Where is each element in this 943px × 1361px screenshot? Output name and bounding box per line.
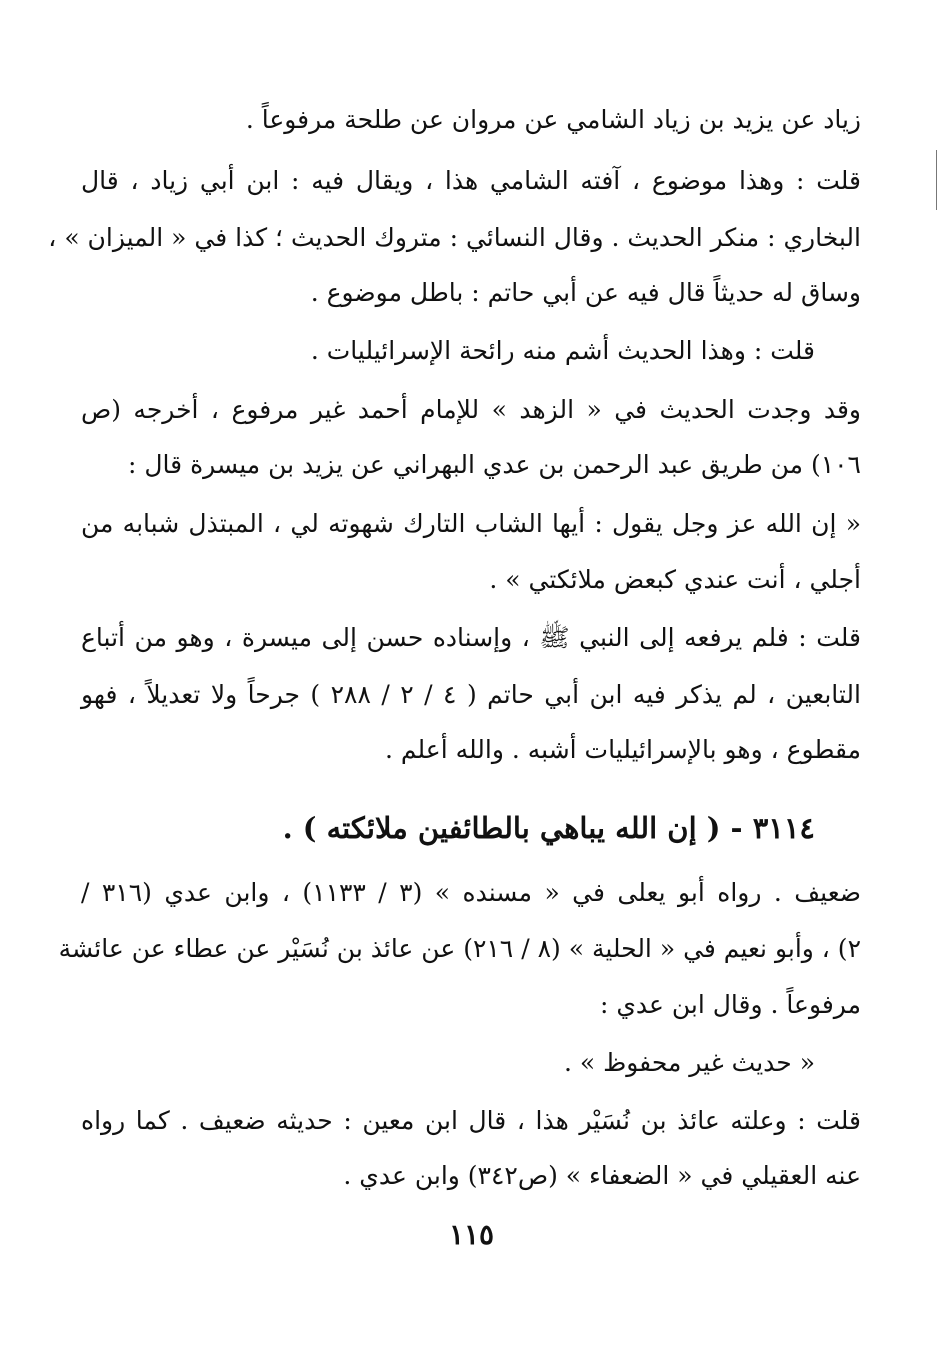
text-line-7: ١٠٦) من طريق عبد الرحمن بن عدي البهراني عن يزيد بن ميسرة قال : bbox=[128, 450, 861, 479]
page-number: ١١٥ bbox=[448, 1218, 495, 1251]
hadith-heading: ٣١١٤ - ( إن الله يباهي بالطائفين ملائكته ) . bbox=[282, 811, 815, 845]
text-line-9: أجلي ، أنت عندي كبعض ملائكتي » . bbox=[489, 565, 861, 594]
text-line-3: البخاري : منكر الحديث . وقال النسائي : متروك الحديث ؛ كذا في « الميزان » ، bbox=[48, 223, 861, 252]
text-line-4: وساق له حديثاً قال فيه عن أبي حاتم : باطل موضوع . bbox=[310, 278, 861, 307]
text-line-10: قلت : فلم يرفعه إلى النبي ﷺ ، وإسناده حسن إلى ميسرة ، وهو من أتباع bbox=[81, 623, 861, 652]
text-line-5: قلت : وهذا الحديث أشم منه رائحة الإسرائيليات . bbox=[310, 336, 815, 365]
text-line-17: قلت : وعلته عائذ بن نُسَيْر هذا ، قال ابن معين : حديثه ضعيف . كما رواه bbox=[81, 1106, 861, 1135]
text-line-6: وقد وجدت الحديث في « الزهد » للإمام أحمد غير مرفوع ، أخرجه (ص bbox=[81, 395, 861, 424]
text-line-8: « إن الله عز وجل يقول : أيها الشاب التارك شهوته لي ، المبتذل شبابه من bbox=[81, 509, 861, 538]
text-line-13: ضعيف . رواه أبو يعلى في « مسنده » (٣ / ١١٣٣) ، وابن عدي (٣١٦ / bbox=[81, 878, 861, 907]
text-line-12: مقطوع ، وهو بالإسرائيليات أشبه . والله أعلم . bbox=[384, 735, 861, 764]
text-line-15: مرفوعاً . وقال ابن عدي : bbox=[599, 990, 861, 1019]
text-line-1: زياد عن يزيد بن زياد الشامي عن مروان عن طلحة مرفوعاً . bbox=[245, 105, 861, 134]
text-line-2: قلت : وهذا موضوع ، آفته الشامي هذا ، ويقال فيه : ابن أبي زياد ، قال bbox=[81, 166, 861, 195]
text-line-18: عنه العقيلي في « الضعفاء » (ص٣٤٢) وابن عدي . bbox=[343, 1161, 861, 1190]
text-line-11: التابعين ، لم يذكر فيه ابن أبي حاتم ( ٤ / ٢ / ٢٨٨ ) جرحاً ولا تعديلاً ، فهو bbox=[81, 680, 861, 709]
text-line-16: « حديث غير محفوظ » . bbox=[564, 1048, 815, 1077]
text-line-14: ٢) ، وأبو نعيم في « الحلية » (٨ / ٢١٦) عن عائذ بن نُسَيْر عن عطاء عن عائشة bbox=[58, 934, 861, 963]
page-edge-mark bbox=[936, 150, 937, 210]
